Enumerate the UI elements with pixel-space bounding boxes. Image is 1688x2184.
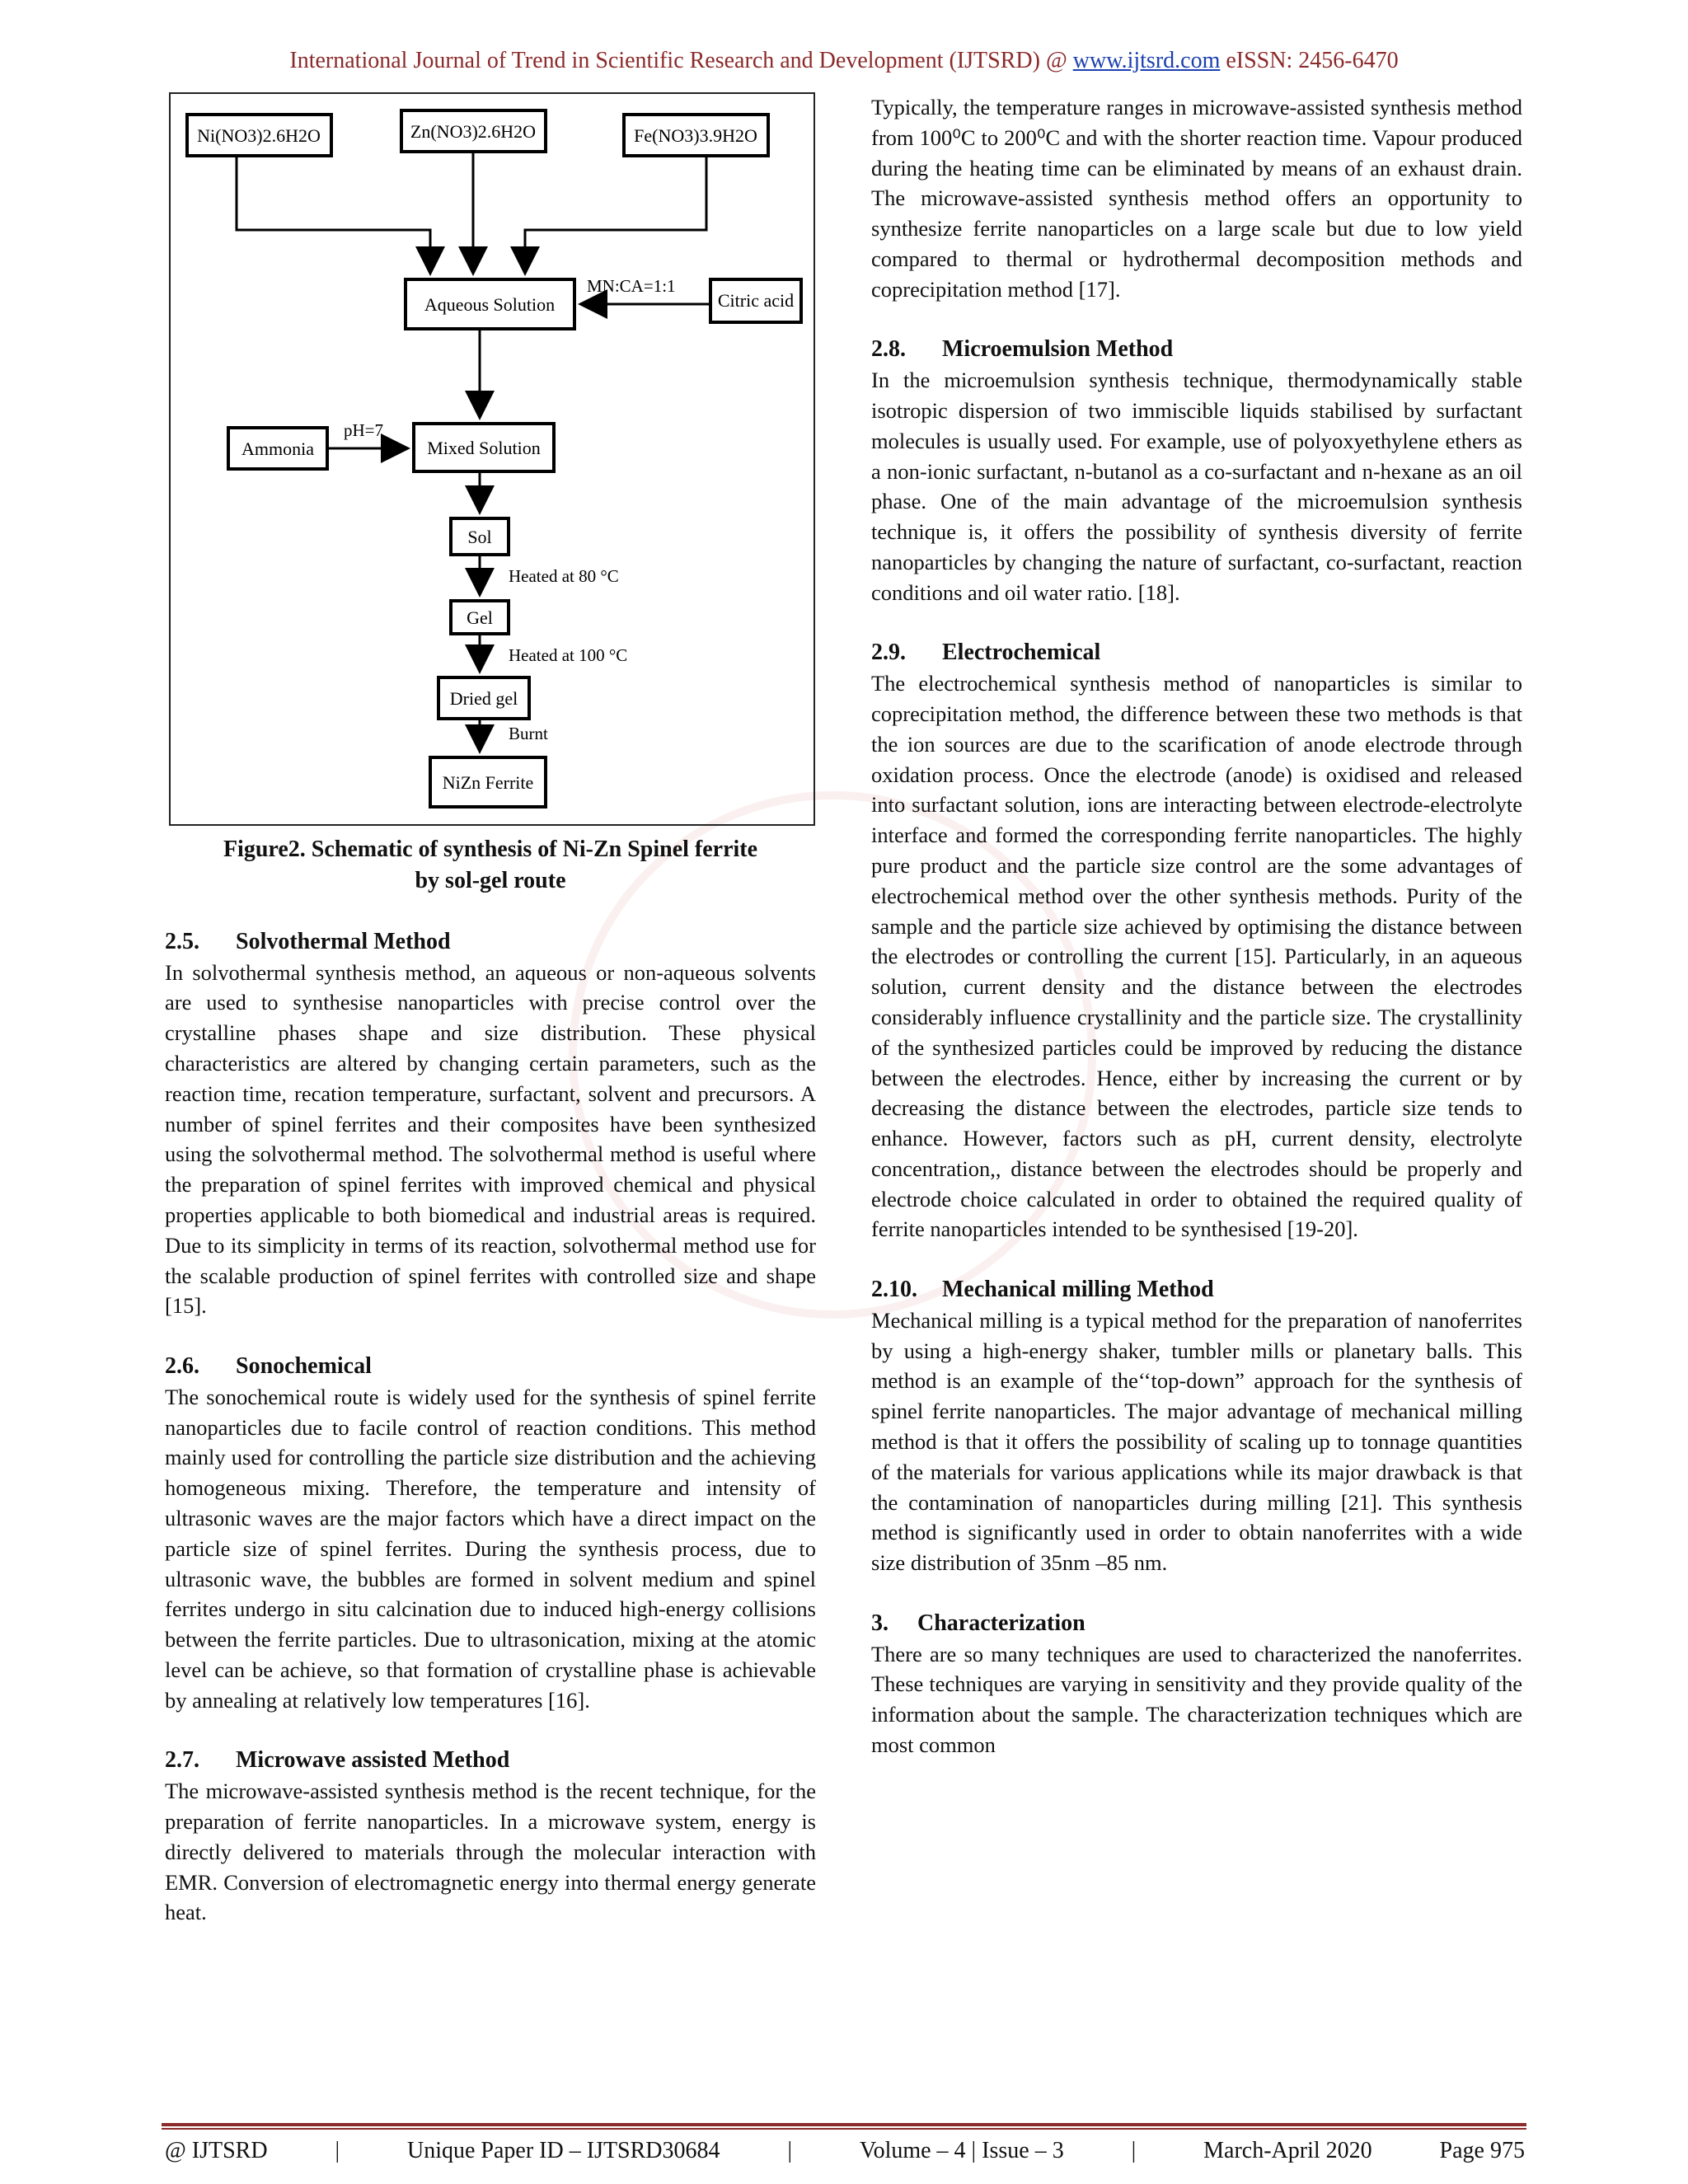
box-fe: Fe(NO3)3.9H2O	[634, 125, 757, 146]
section-heading	[165, 927, 816, 958]
label-heat100: Heated at 100 °C	[509, 645, 628, 665]
section-paragraph: Mechanical milling is a typical method for the preparation of nanoferrites by using a high-energy shaker, tumbler mills or planetary balls. This method is an example of the‘‘top-down” approach for the synthesis of spinel ferrite nanoparticles. The major advantage of mechanical milling method is that it offers the possibility of scaling up to tonnage quantities of the materials for various applications while its major drawback is that the contamination of nanoparticles during milling [21]. This synthesis method is significantly used in order to obtain nanoferrites with a wide size distribution of 35nm –85 nm.	[871, 1307, 1522, 1576]
figure-caption	[165, 834, 816, 897]
figure-2	[169, 92, 815, 826]
caption-line-2: by sol-gel route	[415, 868, 566, 893]
footer-volume: Volume – 4 | Issue – 3	[859, 2138, 1064, 2163]
section-heading	[165, 1352, 816, 1382]
label-heat80: Heated at 80 °C	[509, 566, 619, 586]
section-heading	[871, 1275, 1522, 1305]
header-prefix: International Journal of Trend in Scientific Research and Development (IJTSRD) @	[289, 48, 1073, 73]
section-paragraph: Typically, the temperature ranges in microwave-assisted synthesis method from 100⁰C to 200⁰C and with the shorter reaction time. Vapour produced during the heating time can be eliminated by means of an exhaust drain. The microwave-assisted synthesis method offers an opportunity to synthesize ferrite nanoparticles on a large scale but due to low yield compared to thermal or hydrothermal decomposition methods and coprecipitation method [17].	[871, 95, 1522, 302]
caption-line-1: Figure2. Schematic of synthesis of Ni-Zn Spinel ferrite	[223, 837, 758, 862]
box-ammonia: Ammonia	[241, 438, 314, 459]
section-paragraph: The electrochemical synthesis method of nanoparticles is similar to coprecipitation method, the difference between these two methods is that the ion sources are due to the scarification of anode electrode through oxidation process. Once the electrode (anode) is oxidised and released into surfactant solution, ions are interacting between electrode-electrolyte interface and formed the corresponding ferrite nanoparticles. The highly pure product and the particle size control are the some advantages of electrochemical method over the other synthesis methods. Purity of the sample and the particle size achieved by optimising the distance between the electrodes or controlling the current [15]. Particularly, in an aqueous solution, current density and the distance between the electrodes considerably influence crystallinity and the particle size. The crystallinity of the synthesized particles could be improved by reducing the distance between the electrodes. Hence, either by increasing the current or by decreasing the distance between the electrodes, particle size tends to enhance. However, factors such as pH, current density, electrolyte concentration,, distance between the electrodes should be properly and electrode choice calculated in order to obtained the required quality of ferrite nanoparticles intended to be synthesised [19-20].	[871, 671, 1522, 1242]
section-paragraph: There are so many techniques are used to characterized the nanoferrites. These techniques are varying in sensitivity and they provide quality of the information about the sample. The characterization techniques which are most common	[871, 1641, 1522, 1758]
section-heading	[871, 1609, 1522, 1639]
box-sol: Sol	[467, 527, 492, 547]
section-paragraph: The sonochemical route is widely used for the synthesis of spinel ferrite nanoparticles due to facile control of reaction conditions. This method mainly used for controlling the particle size distribution and the achieving homogeneous mixing. Therefore, the temperature and intensity of ultrasonic waves are the major factors which have a direct impact on the particle size of spinel ferrites. During the synthesis process, due to ultrasonic wave, the bubbles are formed in solvent medium and spinel ferrites undergo in situ calcination due to induced high-energy collisions between the ferrite particles. Due to ultrasonication, mixing at the atomic level can be achieve, so that formation of crystalline phase is achievable by annealing at relatively low temperatures [16].	[165, 1384, 816, 1713]
right-column	[871, 92, 1522, 1760]
journal-header	[0, 48, 1688, 74]
section-title: Microwave assisted Method	[236, 1747, 510, 1774]
footer-rule-thin	[162, 2128, 1526, 2130]
section-title: Characterization	[917, 1610, 1085, 1636]
box-zn: Zn(NO3)2.6H2O	[410, 121, 537, 142]
page-footer	[165, 2138, 1525, 2164]
section-paragraph: The microwave-assisted synthesis method is the recent technique, for the preparation of ferrite nanoparticles. In a microwave system, energy is directly delivered to materials through the molecular interaction with EMR. Conversion of electromagnetic energy into thermal energy generate heat.	[165, 1779, 816, 1925]
section-title: Microemulsion Method	[942, 336, 1174, 363]
footer-separator: |	[335, 2138, 340, 2163]
section-paragraph: In the microemulsion synthesis technique, thermodynamically stable isotropic dispersion of two immiscible liquids stabilised by surfactant molecules is usually used. For example, use of polyoxyethylene ethers as a non-ionic surfactant, n-butanol as a co-surfactant and n-hexane as an oil phase. One of the main advantage of the microemulsion synthesis technique is, it offers the possibility of synthesis diversity of ferrite nanoparticles by changing the nature of surfactant, co-surfactant, reaction conditions and oil water ratio. [18].	[871, 368, 1522, 605]
section-title: Sonochemical	[236, 1352, 372, 1379]
flowchart	[171, 94, 814, 824]
footer-paper-id: Unique Paper ID – IJTSRD30684	[407, 2138, 720, 2163]
section-number: 2.9.	[871, 640, 906, 666]
box-mixed: Mixed Solution	[427, 438, 541, 458]
box-citric: Citric acid	[717, 290, 795, 311]
section-title: Electrochemical	[942, 640, 1101, 666]
footer-separator: |	[787, 2138, 793, 2163]
box-ni: Ni(NO3)2.6H2O	[197, 125, 321, 146]
label-ratio: MN:CA=1:1	[587, 276, 676, 296]
box-ferrite: NiZn Ferrite	[442, 772, 534, 793]
section-number: 2.6.	[165, 1352, 199, 1379]
label-burnt: Burnt	[509, 724, 548, 743]
label-ph: pH=7	[344, 420, 384, 440]
section-number: 2.8.	[871, 336, 906, 363]
header-link[interactable]: www.ijtsrd.com	[1072, 48, 1221, 73]
section-number: 3.	[871, 1610, 889, 1636]
footer-journal: @ IJTSRD	[165, 2138, 268, 2163]
section-heading	[871, 638, 1522, 668]
footer-separator: |	[1131, 2138, 1137, 2163]
left-column	[165, 92, 816, 1928]
footer-rule-thick	[162, 2123, 1526, 2126]
box-dried: Dried gel	[449, 688, 518, 709]
section-paragraph: In solvothermal synthesis method, an aqueous or non-aqueous solvents are used to synthesise nanoparticles with precise control over the crystalline phases shape and size distribution. These physical characteristics are altered by changing certain parameters, such as the reaction time, recation temperature, surfactant, solvent and precursors. A number of spinel ferrites and their composites have been synthesized using the solvothermal method. The solvothermal method is useful where the preparation of spinel ferrites with improved chemical and physical properties applicable to both biomedical and industrial areas is required. Due to its simplicity in terms of its reaction, solvothermal method use for the scalable production of spinel ferrites with controlled size and shape [15].	[165, 959, 816, 1319]
section-title: Solvothermal Method	[236, 928, 451, 954]
footer-date: March-April 2020	[1203, 2138, 1372, 2163]
section-heading	[165, 1746, 816, 1776]
section-heading	[871, 335, 1522, 365]
footer-page: Page 975	[1439, 2138, 1525, 2163]
section-title: Mechanical milling Method	[942, 1277, 1214, 1303]
section-number: 2.5.	[165, 928, 199, 954]
box-aqueous: Aqueous Solution	[424, 294, 556, 315]
section-number: 2.10.	[871, 1277, 917, 1303]
section-number: 2.7.	[165, 1747, 199, 1774]
box-gel: Gel	[467, 607, 493, 628]
header-suffix: eISSN: 2456-6470	[1220, 48, 1399, 73]
